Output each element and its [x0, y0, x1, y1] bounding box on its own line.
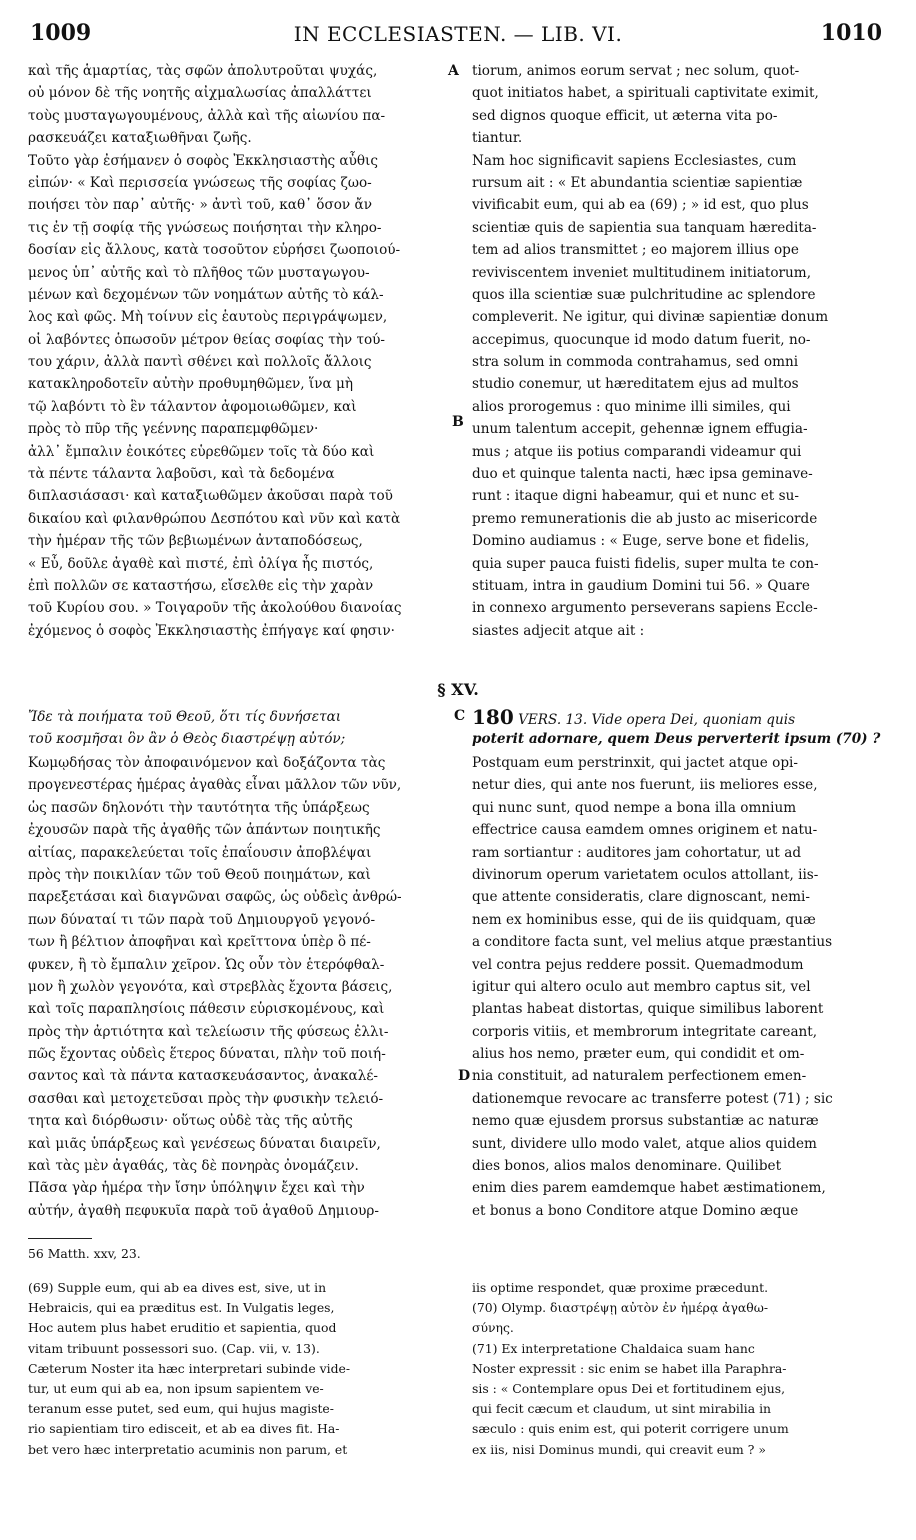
text-line: tur, ut eum qui ab ea, non ipsum sapientem ve- — [28, 1380, 324, 1396]
greek-verse-line: Ἴδε τὰ ποιήματα τοῦ Θεοῦ, ὅτι τίς δυνήσεται — [28, 709, 342, 725]
text-line: stituam, intra in gaudium Domini tui 56. » Quare — [472, 577, 810, 594]
text-line: ram sortiantur : auditores jam cohortatur, ut ad — [472, 844, 802, 861]
text-line: et bonus a bono Conditore atque Domino æque — [472, 1202, 799, 1219]
text-line: sed dignos quoque efficit, ut æterna vita po- — [472, 107, 778, 124]
footnote-line: 56 Matth. xxv, 23. — [28, 1246, 141, 1261]
text-line: πων δύναταί τι τῶν παρὰ τοῦ Δημιουργοῦ γεγονό- — [28, 911, 376, 928]
text-line: καὶ μιᾶς ὑπάρξεως καὶ γενέσεως δύναται διαιρεῖν, — [28, 1135, 381, 1152]
text-line: ἐπὶ πολλῶν σε καταστήσω, εἴσελθε εἰς τὴν χαρὰν — [28, 577, 374, 594]
text-line: netur dies, qui ante nos fuerunt, iis meliores esse, — [472, 777, 818, 794]
text-line: σύνης. — [472, 1320, 514, 1336]
text-line: τοῦ Κυρίου σου. » Τοιγαροῦν τῆς ἀκολούθου διανοίας — [28, 600, 402, 617]
text-line: δοσίαν εἰς ἄλλους, κατὰ τοσοῦτον εὑρήσει ζωοποιού- — [28, 242, 401, 259]
text-line: scientiæ quis de sapientia sua tanquam hæredita- — [472, 219, 817, 236]
text-line: τὰ πέντε τάλαντα λαβοῦσι, καὶ τὰ δεδομένα — [28, 466, 335, 483]
text-line: nemo quæ ejusdem prorsus substantiæ ac naturæ — [472, 1113, 819, 1130]
text-line: ex iis, nisi Dominus mundi, qui creavit eum ? » — [472, 1441, 766, 1457]
text-line: teranum esse putet, sed eum, qui hujus magiste- — [28, 1401, 334, 1417]
text-line: quia super pauca fuisti fidelis, super multa te con- — [472, 555, 819, 572]
verse-reference: VERS. 13. Vide opera Dei, quoniam quis — [513, 712, 796, 728]
latin-column-top — [472, 60, 900, 642]
text-line: ποιήσει τὸν παρ᾽ αὐτῆς· » ἀντὶ τοῦ, καθ᾽ ὅσον ἄν — [28, 197, 372, 214]
text-line: plantas habeat distortas, quique similibus laborent — [472, 1001, 824, 1018]
text-line: qui fecit cæcum et claudum, ut sint mirabilia in — [472, 1401, 772, 1417]
text-line: αὐτήν, ἀγαθὴ πεφυκυῖα παρὰ τοῦ ἀγαθοῦ Δημιουρ- — [28, 1202, 379, 1219]
text-line: Hebraicis, qui ea præditus est. In Vulgatis leges, — [28, 1300, 335, 1316]
text-line: compleverit. Ne igitur, qui divinæ sapientiæ donum — [472, 309, 829, 326]
text-line: (71) Ex interpretatione Chaldaica suam hanc — [472, 1340, 755, 1356]
text-line: καὶ τοῖς παραπλησίοις πάθεσιν εὑρισκομένους, καὶ — [28, 1001, 385, 1018]
text-line: τῷ λαβόντι τὸ ἓν τάλαντον ἀφομοιωθῶμεν, καὶ — [28, 398, 357, 415]
text-line: reviviscentem inveniet multitudinem initiatorum, — [472, 264, 812, 281]
section-heading: § XV. — [437, 680, 479, 699]
text-line: tiorum, animos eorum servat ; nec solum, quot- — [472, 63, 800, 79]
text-line: κατακληροδοτεῖν αὐτὴν προθυμηθῶμεν, ἵνα μὴ — [28, 376, 354, 393]
text-line: quot initiatos habet, a spirituali captivitate eximit, — [472, 85, 819, 102]
text-line: vel contra pejus reddere possit. Quemadmodum — [472, 956, 804, 973]
text-line: των ἢ βέλτιον ἀποφῆναι καὶ κρεῖττονα ὑπὲρ ὃ πέ- — [28, 934, 371, 951]
text-line: nia constituit, ad naturalem perfectionem emen- — [472, 1068, 807, 1085]
text-line: enim dies parem eamdemque habet æstimationem, — [472, 1180, 826, 1197]
page-number-right: 1010 — [820, 20, 882, 46]
margin-letter-c: C — [454, 708, 466, 724]
text-line: iis optime respondet, quæ proxime præcedunt. — [472, 1280, 769, 1295]
text-line: siastes adjecit atque ait : — [472, 622, 645, 639]
notes-left — [28, 1278, 456, 1460]
text-line: Τοῦτο γὰρ ἐσήμανεν ὁ σοφὸς Ἐκκλησιαστὴς αὖθις — [28, 152, 378, 169]
latin-column-bottom — [472, 752, 900, 1222]
text-line: que attente consideratis, clare dignoscant, nemi- — [472, 889, 810, 906]
text-line: stra solum in commoda contrahamus, sed omni — [472, 354, 799, 371]
text-line: dationemque revocare ac transferre potest (71) ; sic — [472, 1090, 833, 1107]
margin-letter-b: B — [452, 414, 464, 430]
greek-column-bottom — [28, 752, 456, 1222]
text-line: τις ἐν τῇ σοφίᾳ τῆς γνώσεως ποιήσηται τὴν κληρο- — [28, 219, 382, 236]
text-line: Cæterum Noster ita hæc interpretari subinde vide- — [28, 1360, 351, 1376]
text-line: Hoc autem plus habet eruditio et sapientia, quod — [28, 1320, 337, 1336]
text-line: (70) Olymp. διαστρέψῃ αὐτὸν ἐν ἡμέρᾳ ἀγαθω- — [472, 1300, 769, 1316]
text-line: καὶ τῆς ἁμαρτίας, τὰς σφῶν ἀπολυτροῦται ψυχάς, — [28, 63, 378, 79]
text-line: σασθαι καὶ μετοχετεῦσαι πρὸς τὴν φυσικὴν τελειό- — [28, 1090, 384, 1107]
text-line: πρὸς τὴν ἀρτιότητα καὶ τελείωσιν τῆς φύσεως ἐλλι- — [28, 1023, 389, 1040]
text-line: παρεξετάσαι καὶ διαγνῶναι σαφῶς, ὡς οὐδεὶς ἀνθρώ- — [28, 889, 402, 906]
margin-letter-a: A — [448, 63, 459, 79]
text-line: « Εὖ, δοῦλε ἀγαθὲ καὶ πιστέ, ἐπὶ ὀλίγα ἦς πιστός, — [28, 555, 374, 572]
text-line: sæculo : quis enim est, qui poterit corrigere unum — [472, 1421, 789, 1437]
running-title: IN ECCLESIASTEN. — LIB. VI. — [293, 22, 623, 46]
text-line: igitur qui altero oculo aut membro captus sit, vel — [472, 978, 811, 995]
greek-verse-line: τοῦ κοσμῆσαι ὃν ἂν ὁ Θεὸς διαστρέψῃ αὐτόν; — [28, 731, 346, 748]
text-line: effectrice causa eamdem omnes originem et natu- — [472, 822, 818, 839]
page-number-left: 1009 — [30, 20, 92, 46]
text-line: mus ; atque iis potius comparandi videamur qui — [472, 443, 802, 460]
text-line: rursum ait : « Et abundantia scientiæ sapientiæ — [472, 174, 803, 191]
text-line: εἰπών· « Καὶ περισσεία γνώσεως τῆς σοφίας ζωο- — [28, 174, 372, 191]
text-line: sis : « Contemplare opus Dei et fortitudinem ejus, — [472, 1380, 786, 1396]
text-line: corporis vitiis, et membrorum integritate careant, — [472, 1023, 818, 1040]
text-line: tem ad alios transmittet ; eo majorem illius ope — [472, 242, 799, 259]
text-line: accepimus, quocunque id modo datum fuerit, no- — [472, 331, 811, 348]
text-line: rio sapientiam tiro edisceit, et ab ea dives fit. Ha- — [28, 1421, 340, 1437]
text-line: οὐ μόνον δὲ τῆς νοητῆς αἰχμαλωσίας ἀπαλλάττει — [28, 85, 372, 102]
text-line: ὡς πασῶν δηλονότι τὴν ταυτότητα τῆς ὑπάρξεως — [28, 799, 370, 816]
text-line: a conditore facta sunt, vel melius atque præstantius — [472, 934, 833, 951]
text-line: bet vero hæc interpretatio acuminis non parum, et — [28, 1441, 348, 1457]
text-line: ρασκευάζει καταξιωθῆναι ζωῆς. — [28, 130, 252, 147]
text-line: studio conemur, ut hæreditatem ejus ad multos — [472, 376, 799, 393]
latin-verse — [472, 706, 900, 751]
text-line: sunt, dividere ullo modo valet, atque alios quidem — [472, 1135, 817, 1152]
text-line: φυκεν, ἢ τὸ ἔμπαλιν χεῖρον. Ὡς οὖν τὸν ἑτερόφθαλ- — [28, 956, 385, 973]
text-line: διπλασιάσασι· καὶ καταξιωθῶμεν ἀκοῦσαι παρὰ τοῦ — [28, 488, 393, 505]
text-line: τὴν ἡμέραν τῆς τῶν βεβιωμένων ἀνταποδόσεως, — [28, 533, 363, 550]
text-line: vitam tribuunt possessori suo. (Cap. vii, v. 13). — [28, 1340, 320, 1356]
text-line: vivificabit eum, qui ab ea (69) ; » id est, quo plus — [472, 197, 809, 214]
text-line: σαντος καὶ τὰ πάντα κατασκευάσαντος, ἀνακαλέ- — [28, 1068, 378, 1085]
text-line: δικαίου καὶ φιλανθρώπου Δεσπότου καὶ νῦν καὶ κατὰ — [28, 510, 401, 527]
greek-column-top — [28, 60, 456, 642]
text-line: ἀλλ᾽ ἔμπαλιν ἐοικότες εὑρεθῶμεν τοῖς τὰ δύο καὶ — [28, 443, 375, 460]
text-line: τητα καὶ διόρθωσιν· οὕτως οὐδὲ τὰς τῆς αὐτῆς — [28, 1113, 353, 1130]
text-line: (69) Supple eum, qui ab ea dives est, sive, ut in — [28, 1280, 327, 1295]
notes-right — [472, 1278, 900, 1460]
text-line: τοὺς μυσταγωγουμένους, ἀλλὰ καὶ τῆς αἰωνίου πα- — [28, 107, 386, 124]
footnote-rule — [28, 1238, 92, 1239]
text-line: Noster expressit : sic enim se habet illa Paraphra- — [472, 1360, 787, 1376]
column-number-180: 180 — [472, 706, 514, 729]
text-line: Κωμῳδήσας τὸν ἀποφαινόμενον καὶ δοξάζοντα τὰς — [28, 755, 386, 771]
text-line: quos illa scientiæ suæ pulchritudine ac splendore — [472, 286, 816, 303]
text-line: ἐχουσῶν παρὰ τῆς ἀγαθῆς τῶν ἁπάντων ποιητικῆς — [28, 822, 381, 839]
text-line: ἐχόμενος ὁ σοφὸς Ἐκκλησιαστὴς ἐπήγαγε καί φησιν· — [28, 622, 395, 639]
text-line: tiantur. — [472, 130, 523, 147]
text-line: runt : itaque digni habeamur, qui et nunc et su- — [472, 488, 799, 505]
text-line: unum talentum accepit, gehennæ ignem effugia- — [472, 421, 808, 438]
text-line: αἰτίας, παρακελεύεται τοῖς ἐπαΐουσιν ἀποβλέψαι — [28, 844, 372, 861]
text-line: Πᾶσα γὰρ ἡμέρα τὴν ἴσην ὑπόληψιν ἔχει καὶ τὴν — [28, 1180, 365, 1197]
text-line: premo remunerationis die ab justo ac misericorde — [472, 510, 818, 527]
text-line: in connexo argumento perseverans sapiens Eccle- — [472, 600, 818, 617]
footnote-reference — [28, 1244, 456, 1264]
running-header — [30, 20, 886, 54]
text-line: Postquam eum perstrinxit, qui jactet atque opi- — [472, 755, 798, 771]
text-line: μον ἢ χωλὸν γεγονότα, καὶ στρεβλὰς ἔχοντα βάσεις, — [28, 978, 393, 995]
text-line: alius hos nemo, præter eum, qui condidit et om- — [472, 1046, 805, 1063]
text-line: Nam hoc significavit sapiens Ecclesiastes, cum — [472, 152, 797, 169]
text-line: καὶ τὰς μὲν ἀγαθάς, τὰς δὲ πονηρὰς ὀνομάζειν. — [28, 1158, 359, 1175]
text-line: πρὸς τὸ πῦρ τῆς γεέννης παραπεμφθῶμεν· — [28, 421, 319, 438]
text-line: προγενεστέρας ἡμέρας ἀγαθὰς εἶναι μᾶλλον τῶν νῦν, — [28, 777, 402, 794]
text-line: nem ex hominibus esse, qui de iis quidquam, quæ — [472, 911, 816, 928]
text-line: qui nunc sunt, quod nempe a bona illa omnium — [472, 799, 797, 816]
text-line: πρὸς τὴν ποικιλίαν τῶν τοῦ Θεοῦ ποιημάτων, καὶ — [28, 866, 371, 883]
text-line: alios prorogemus : quo minime illi similes, qui — [472, 398, 791, 415]
text-line: dies bonos, alios malos denominare. Quilibet — [472, 1158, 782, 1175]
text-line: του χάριν, ἀλλὰ παντὶ σθένει καὶ πολλοῖς ἄλλοις — [28, 354, 372, 371]
margin-letter-d: D — [458, 1068, 471, 1084]
text-line: Domino audiamus : « Euge, serve bone et fidelis, — [472, 533, 810, 550]
text-line: μένων καὶ δεχομένων τῶν νοημάτων αὐτῆς τὸ κάλ- — [28, 286, 384, 303]
latin-verse-line — [472, 706, 900, 728]
text-line: λος καὶ φῶς. Μὴ τοίνυν εἰς ἑαυτοὺς περιγράψωμεν, — [28, 309, 388, 326]
text-line: οἱ λαβόντες ὁπωσοῦν μέτρον θείας σοφίας τὴν τού- — [28, 331, 386, 348]
text-line: μενος ὑπ᾽ αὐτῆς καὶ τὸ πλῆθος τῶν μυσταγωγου- — [28, 264, 370, 281]
text-line: duo et quinque talenta nacti, hæc ipsa geminave- — [472, 466, 813, 483]
text-line: πῶς ἔχοντας οὐδεὶς ἕτερος δύναται, πλὴν τοῦ ποιή- — [28, 1046, 386, 1063]
latin-verse-line: poterit adornare, quem Deus perverterit ipsum (70) ? — [472, 731, 881, 748]
greek-verse — [28, 706, 456, 751]
text-line: divinorum operum varietatem oculos attollant, iis- — [472, 866, 819, 883]
